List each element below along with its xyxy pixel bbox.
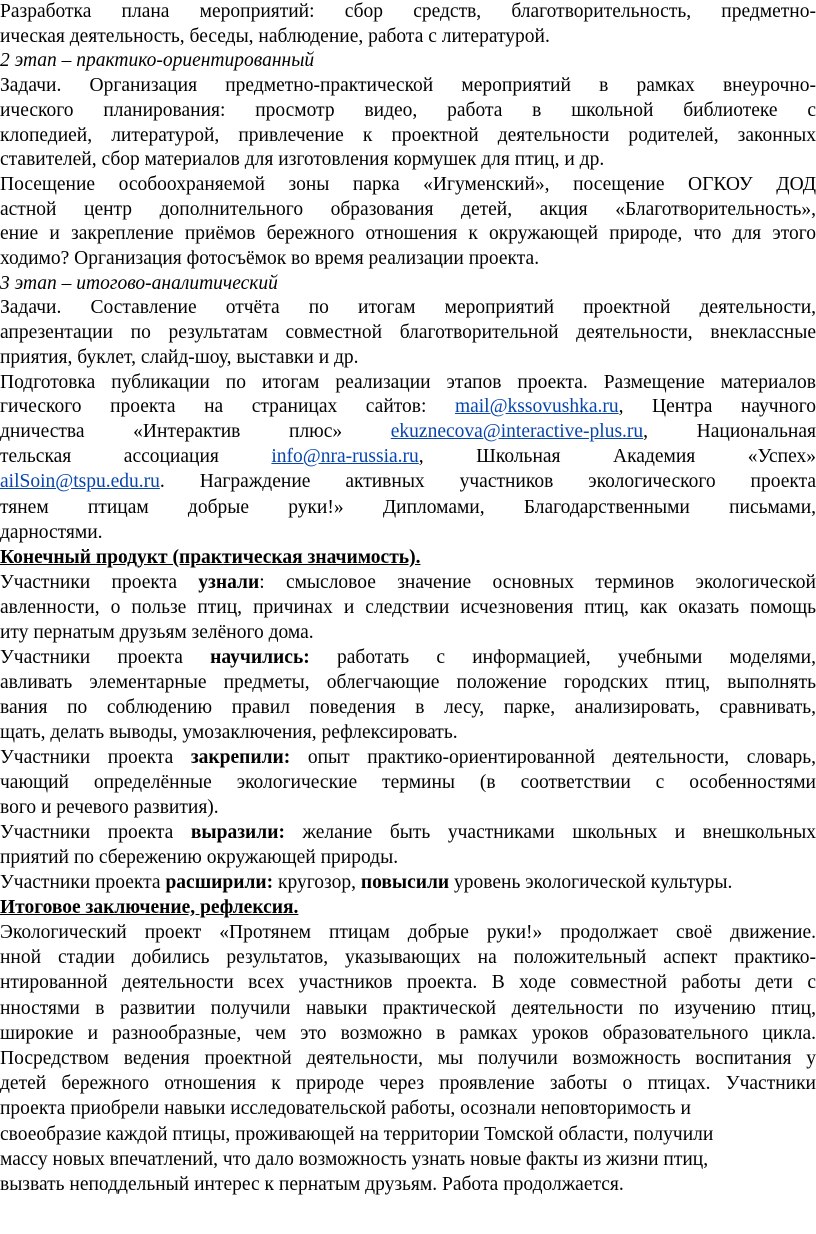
expressed-line-1: [0, 821, 816, 845]
text-span: желание быть участниками школьных и внешкольных: [284, 822, 816, 843]
sites-line-3: [0, 445, 816, 469]
text-line: нтированной деятельности всех участников проекта. В ходе совместной работы дети с: [0, 972, 816, 994]
learned-line-1: [0, 571, 816, 595]
text-span: . Награждение активных участников экологического проекта: [159, 471, 816, 492]
text-span: Участники проекта: [0, 822, 191, 843]
text-line: астной центр дополнительного образования детей, акция «Благотворительность»,: [0, 198, 816, 220]
text-line: 2 этап – практико-ориентированный: [0, 50, 315, 72]
text-span: тельская ассоциация: [0, 446, 272, 467]
text-line: ического планирования: просмотр видео, работа в школьной библиотеке с: [0, 99, 816, 121]
text-span: кругозор,: [273, 872, 361, 893]
taught-line-4: щать, делать выводы, умозаключения, рефлексировать.: [0, 722, 458, 743]
text-line: ходимо? Организация фотосъёмок во время реализации проекта.: [0, 248, 540, 269]
text-line: ическая деятельность, беседы, наблюдение, работа с литературой.: [0, 25, 550, 47]
bold-term: научились:: [210, 647, 310, 668]
text-line: нностями в развитии получили навыки практической деятельности по изучению птиц,: [0, 997, 816, 1019]
text-line: дарностями.: [0, 522, 103, 543]
text-span: опыт практико-ориентированной деятельности, словарь,: [290, 747, 816, 768]
text-span: Участники проекта: [0, 572, 199, 593]
email-link-kssovushka[interactable]: mail@kssovushka.ru: [454, 396, 619, 417]
text-line: клопедией, литературой, привлечение к проектной деятельности родителей, законных: [0, 124, 816, 146]
text-span: гического проекта на страницах сайтов:: [0, 396, 455, 417]
text-span: , Школьная Академия «Успех»: [418, 446, 816, 467]
text-span: Участники проекта: [0, 747, 191, 768]
bold-term: узнали: [198, 572, 260, 593]
learned-line-3: иту пернатым друзьям зелёного дома.: [0, 622, 314, 643]
learned-line-2: авленности, о пользе птиц, причинах и следствии исчезновения птиц, как оказать помощь: [0, 597, 816, 618]
bold-term: выразили:: [190, 822, 285, 843]
text-span: уровень экологической культуры.: [449, 872, 733, 893]
taught-line-2: авливать элементарные предметы, облегчающие положение городских птиц, выполнять: [0, 672, 816, 693]
bold-term: закрепили:: [190, 747, 291, 768]
text-line: ставителей, сбор материалов для изготовления кормушек для птиц, и др.: [0, 149, 605, 171]
taught-line-3: вания по соблюдению правил поведения в лесу, парке, анализировать, сравнивать,: [0, 697, 816, 718]
text-span: Участники проекта: [0, 647, 211, 668]
text-span: : смысловое значение основных терминов экологической: [259, 572, 816, 593]
sites-line-1: [0, 395, 816, 419]
text-line: Подготовка публикации по итогам реализации этапов проекта. Размещение материалов: [0, 371, 816, 393]
expanded-line-1: [0, 871, 816, 895]
fixed-line-2: чающий определённые экологические термины (в соответствии с особенностями: [0, 772, 816, 793]
text-line: Посещение особоохраняемой зоны парка «Игуменский», посещение ОГКОУ ДОД: [0, 173, 816, 195]
text-line: приятия, буклет, слайд-шоу, выставки и др.: [0, 346, 359, 368]
text-span: Участники проекта: [0, 872, 166, 893]
expressed-line-2: приятий по сбережению окружающей природы.: [0, 847, 399, 868]
bold-term: расширили:: [165, 872, 274, 893]
text-span: , Центра научного: [618, 396, 816, 417]
text-line: Разработка плана мероприятий: сбор средств, благотворительность, предметно-: [0, 1, 816, 22]
text-line: тянем птицам добрые руки!» Дипломами, Благодарственными письмами,: [0, 497, 816, 518]
text-line: 3 этап – итогово-аналитический: [0, 272, 278, 294]
text-span: дничества «Интерактив плюс»: [0, 421, 391, 442]
text-line: Задачи. Составление отчёта по итогам мероприятий проектной деятельности,: [0, 297, 816, 319]
text-line: своеобразие каждой птицы, проживающей на территории Томской области, получили: [0, 1123, 714, 1145]
fixed-line-1: [0, 746, 816, 770]
bold-term: повысили: [360, 872, 450, 893]
text-line: Экологический проект «Протянем птицам добрые руки!» продолжает своё движение.: [0, 922, 816, 943]
text-line: нной стадии добились результатов, указывающих на положительный аспект практико-: [0, 947, 816, 969]
sites-line-4: [0, 470, 816, 494]
text-line: проекта приобрели навыки исследовательской работы, осознали неповторимость и: [0, 1098, 691, 1120]
text-span: работать с информацией, учебными моделями,: [309, 647, 816, 668]
text-line: ение и закрепление приёмов бережного отношения к окружающей природе, что для этого: [0, 223, 816, 245]
heading-final-product: Конечный продукт (практическая значимость).: [0, 547, 421, 568]
fixed-line-3: вого и речевого развития).: [0, 797, 219, 818]
email-link-nra-russia[interactable]: info@nra-russia.ru: [271, 446, 419, 467]
text-line: вызвать неподдельный интерес к пернатым друзьям. Работа продолжается.: [0, 1174, 624, 1195]
email-link-tspu[interactable]: ailSoin@tspu.edu.ru: [0, 471, 160, 492]
text-line: Задачи. Организация предметно-практической мероприятий в рамках внеурочно-: [0, 75, 816, 97]
heading-final-conclusion: Итоговое заключение, рефлексия.: [0, 897, 299, 918]
text-span: , Национальная: [643, 421, 816, 442]
text-line: массу новых впечатлений, что дало возможность узнать новые факты из жизни птиц,: [0, 1148, 709, 1170]
text-line: апрезентации по результатам совместной благотворительной деятельности, внеклассные: [0, 322, 816, 344]
text-line: Посредством ведения проектной деятельности, мы получили возможность воспитания у: [0, 1048, 816, 1069]
taught-line-1: [0, 646, 816, 670]
sites-line-2: [0, 420, 816, 444]
text-line: детей бережного отношения к природе через проявление заботы о птицах. Участники: [0, 1073, 816, 1095]
email-link-interactive-plus[interactable]: ekuznecova@interactive-plus.ru: [390, 421, 644, 442]
text-line: широкие и разнообразные, чем это возможно в рамках уроков образовательного цикла.: [0, 1022, 816, 1044]
